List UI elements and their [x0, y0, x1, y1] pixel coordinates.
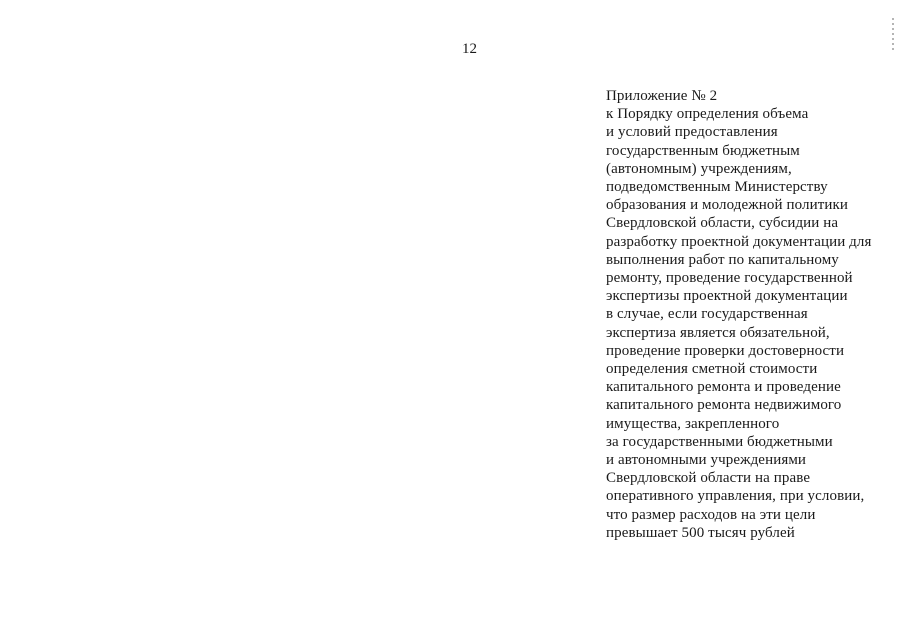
appendix-line: Свердловской области на праве: [606, 470, 811, 487]
appendix-line: образования и молодежной политики: [606, 197, 848, 214]
appendix-line: определения сметной стоимости: [606, 361, 818, 378]
appendix-line: в случае, если государственная: [606, 306, 808, 323]
appendix-line: превышает 500 тысяч рублей: [606, 524, 795, 541]
appendix-line: что размер расходов на эти цели: [606, 506, 816, 523]
appendix-line: капитального ремонта и проведение: [606, 379, 841, 396]
scan-margin-mark: [892, 18, 894, 52]
appendix-line: и автономными учреждениями: [606, 452, 807, 469]
appendix-line: экспертиза является обязательной,: [606, 324, 830, 341]
appendix-line: имущества, закрепленного: [606, 415, 780, 432]
appendix-line: ремонту, проведение государственной: [606, 270, 853, 287]
appendix-line: экспертизы проектной документации: [606, 288, 848, 305]
appendix-line: оперативного управления, при условии,: [606, 488, 865, 505]
page-number: 12: [462, 41, 477, 57]
appendix-line: подведомственным Министерству: [606, 179, 828, 196]
appendix-line: Свердловской области, субсидии на: [606, 215, 839, 232]
appendix-line: разработку проектной документации для: [606, 233, 872, 250]
appendix-header: [606, 87, 896, 542]
appendix-line: и условий предоставления: [606, 124, 778, 141]
appendix-line: за государственными бюджетными: [606, 433, 833, 450]
appendix-line: капитального ремонта недвижимого: [606, 397, 842, 414]
appendix-line: к Порядку определения объема: [606, 106, 809, 123]
appendix-line: государственным бюджетным: [606, 142, 800, 159]
appendix-line: (автономным) учреждениям,: [606, 160, 792, 177]
appendix-line: проведение проверки достоверности: [606, 342, 845, 359]
appendix-title: Приложение № 2: [606, 88, 718, 104]
appendix-line: выполнения работ по капитальному: [606, 251, 839, 268]
